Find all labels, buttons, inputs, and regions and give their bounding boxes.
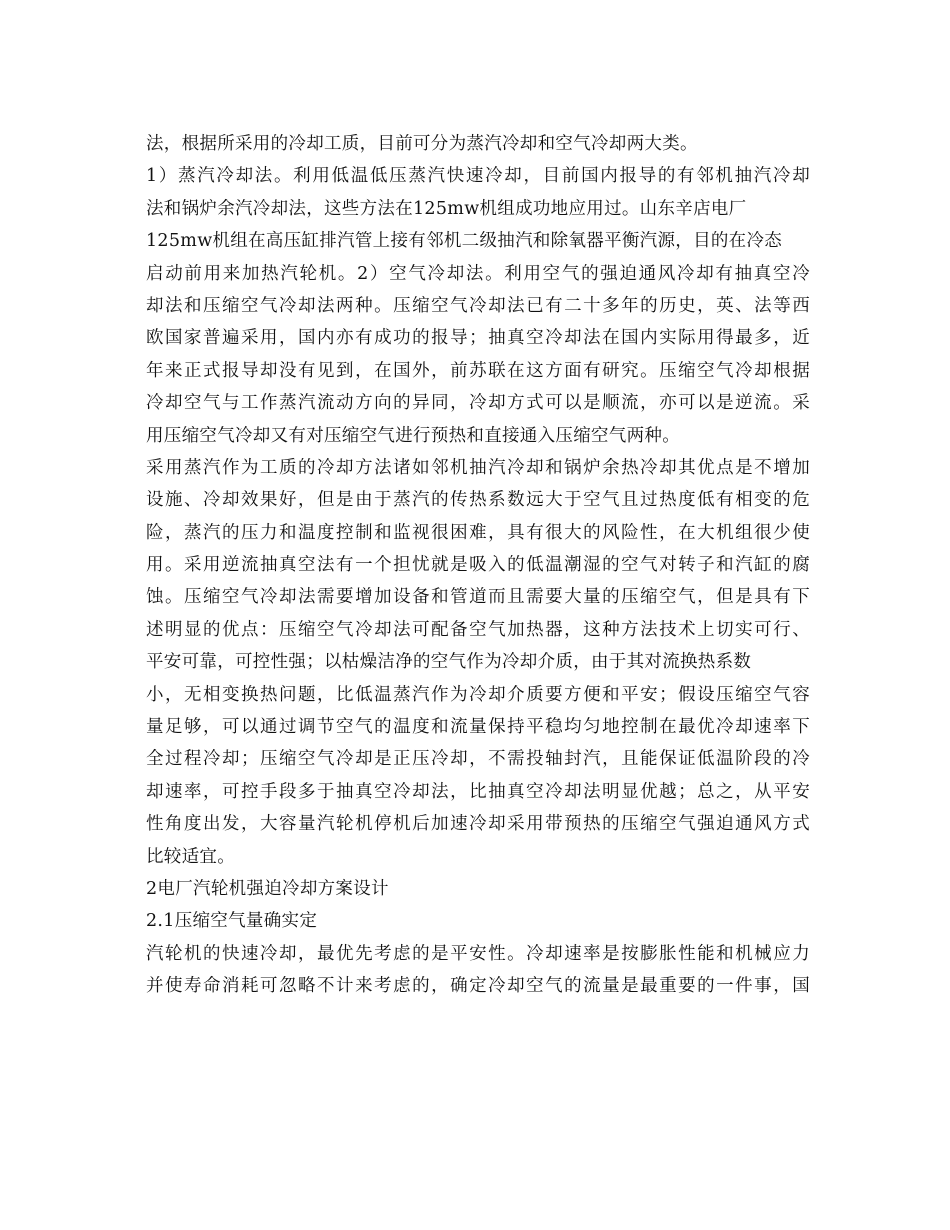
text-line: 性角度出发，大容量汽轮机停机后加速冷却采用带预热的压缩空气强迫通风方式: [146, 814, 810, 835]
text-line: 比较适宜。: [146, 846, 235, 867]
text-line: 欧国家普遍采用，国内亦有成功的报导；抽真空冷却法在国内实际用得最多，近: [146, 328, 810, 349]
text-line: 启动前用来加热汽轮机。2）空气冷却法。利用空气的强迫通风冷却有抽真空冷: [146, 263, 810, 284]
text-line: 用压缩空气冷却又有对压缩空气进行预热和直接通入压缩空气两种。: [146, 425, 680, 446]
text-line: 全过程冷却；压缩空气冷却是正压冷却，不需投轴封汽，且能保证低温阶段的冷: [146, 749, 810, 770]
text-line: 汽轮机的快速冷却，最优先考虑的是平安性。冷却速率是按膨胀性能和机械应力: [146, 943, 810, 964]
text-line: 述明显的优点：压缩空气冷却法可配备空气加热器，这种方法技术上切实可行、: [146, 619, 810, 640]
subsection-heading: 2.1压缩空气量确实定: [146, 911, 318, 932]
text-line: 却速率，可控手段多于抽真空冷却法，比抽真空冷却法明显优越；总之，从平安: [146, 781, 810, 802]
text-line: 法，根据所采用的冷却工质，目前可分为蒸汽冷却和空气冷却两大类。: [146, 134, 698, 154]
text-line: 采用蒸汽作为工质的冷却方法诸如邻机抽汽冷却和锅炉余热冷却其优点是不增加: [146, 457, 810, 478]
text-line: 设施、冷却效果好，但是由于蒸汽的传热系数远大于空气且过热度低有相变的危: [146, 490, 810, 511]
document-body: [146, 128, 810, 1003]
text-line: 平安可靠，可控性强；以枯燥洁净的空气作为冷却介质，由于其对流换热系数: [146, 652, 752, 673]
text-line: 并使寿命消耗可忽略不计来考虑的，确定冷却空气的流量是最重要的一件事，国: [146, 976, 810, 997]
text-line: 小，无相变换热问题，比低温蒸汽作为冷却介质要方便和平安；假设压缩空气容: [146, 684, 810, 705]
text-line: 法和锅炉余汽冷却法，这些方法在125mw机组成功地应用过。山东辛店电厂: [146, 198, 747, 219]
text-line: 却法和压缩空气冷却法两种。压缩空气冷却法已有二十多年的历史，英、法等西: [146, 295, 810, 316]
text-line: 年来正式报导却没有见到，在国外，前苏联在这方面有研究。压缩空气冷却根据: [146, 360, 810, 381]
text-line: 1）蒸汽冷却法。利用低温低压蒸汽快速冷却，目前国内报导的有邻机抽汽冷却: [146, 166, 810, 187]
text-line: 用。采用逆流抽真空法有一个担忧就是吸入的低温潮湿的空气对转子和汽缸的腐: [146, 555, 810, 576]
text-line: 险，蒸汽的压力和温度控制和监视很困难，具有很大的风险性，在大机组很少使: [146, 522, 810, 543]
section-heading: 2电厂汽轮机强迫冷却方案设计: [146, 878, 389, 899]
text-line: 蚀。压缩空气冷却法需要增加设备和管道而且需要大量的压缩空气，但是具有下: [146, 587, 810, 608]
text-line: 量足够，可以通过调节空气的温度和流量保持平稳均匀地控制在最优冷却速率下: [146, 717, 810, 738]
text-line: 125mw机组在高压缸排汽管上接有邻机二级抽汽和除氧器平衡汽源，目的在冷态: [146, 231, 783, 252]
text-line: 冷却空气与工作蒸汽流动方向的异同，冷却方式可以是顺流，亦可以是逆流。采: [146, 393, 810, 414]
